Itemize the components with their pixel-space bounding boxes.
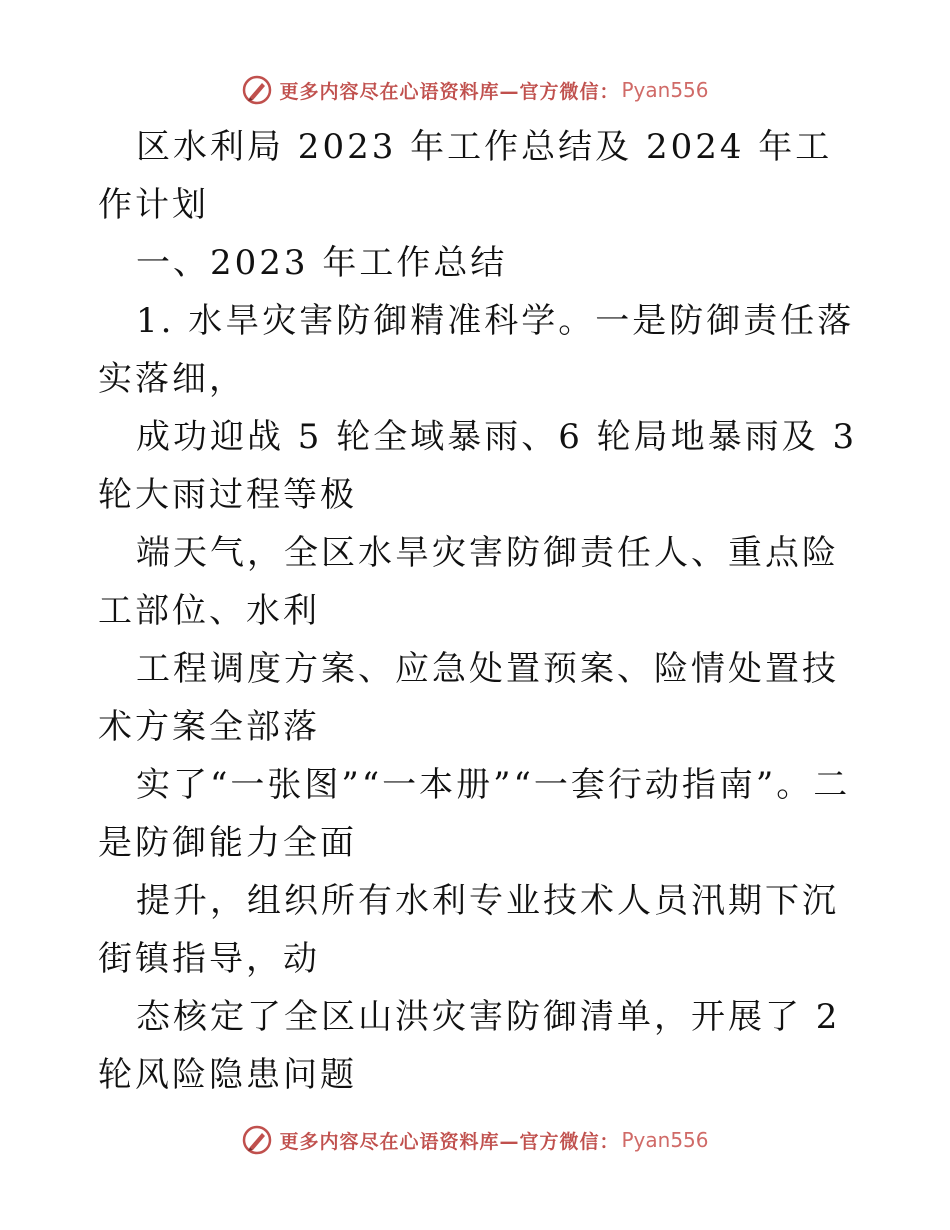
paragraph: 成功迎战 5 轮全域暴雨、6 轮局地暴雨及 3 轮大雨过程等极 bbox=[98, 417, 858, 515]
banner-wechat-id: Pyan556 bbox=[621, 78, 709, 102]
paragraph: 提升，组织所有水利专业技术人员汛期下沉街镇指导，动 bbox=[98, 881, 839, 979]
pen-logo-icon bbox=[241, 1124, 273, 1156]
document-body bbox=[98, 118, 868, 1104]
banner-site-text: 更多内容尽在心语资料库 bbox=[279, 1130, 500, 1153]
banner-wechat-text: —官方微信： bbox=[499, 1130, 620, 1153]
banner-wechat-text: —官方微信： bbox=[499, 80, 620, 103]
pen-logo-icon bbox=[241, 74, 273, 106]
document-title: 区水利局 2023 年工作总结及 2024 年工作计划 bbox=[98, 127, 833, 225]
paragraph: 实了“一张图”“一本册”“一套行动指南”。二是防御能力全面 bbox=[98, 765, 851, 863]
paragraph: 端天气，全区水旱灾害防御责任人、重点险工部位、水利 bbox=[98, 533, 839, 631]
paragraph: 工程调度方案、应急处置预案、险情处置技术方案全部落 bbox=[98, 649, 839, 747]
banner-site-text: 更多内容尽在心语资料库 bbox=[279, 80, 500, 103]
header-banner bbox=[0, 70, 950, 110]
banner-wechat-id: Pyan556 bbox=[621, 1128, 709, 1152]
section-heading: 一、2023 年工作总结 bbox=[136, 243, 508, 283]
footer-banner bbox=[0, 1120, 950, 1160]
paragraph: 1. 水旱灾害防御精准科学。一是防御责任落实落细， bbox=[98, 301, 855, 399]
paragraph: 态核定了全区山洪灾害防御清单，开展了 2 轮风险隐患问题 bbox=[98, 997, 841, 1095]
